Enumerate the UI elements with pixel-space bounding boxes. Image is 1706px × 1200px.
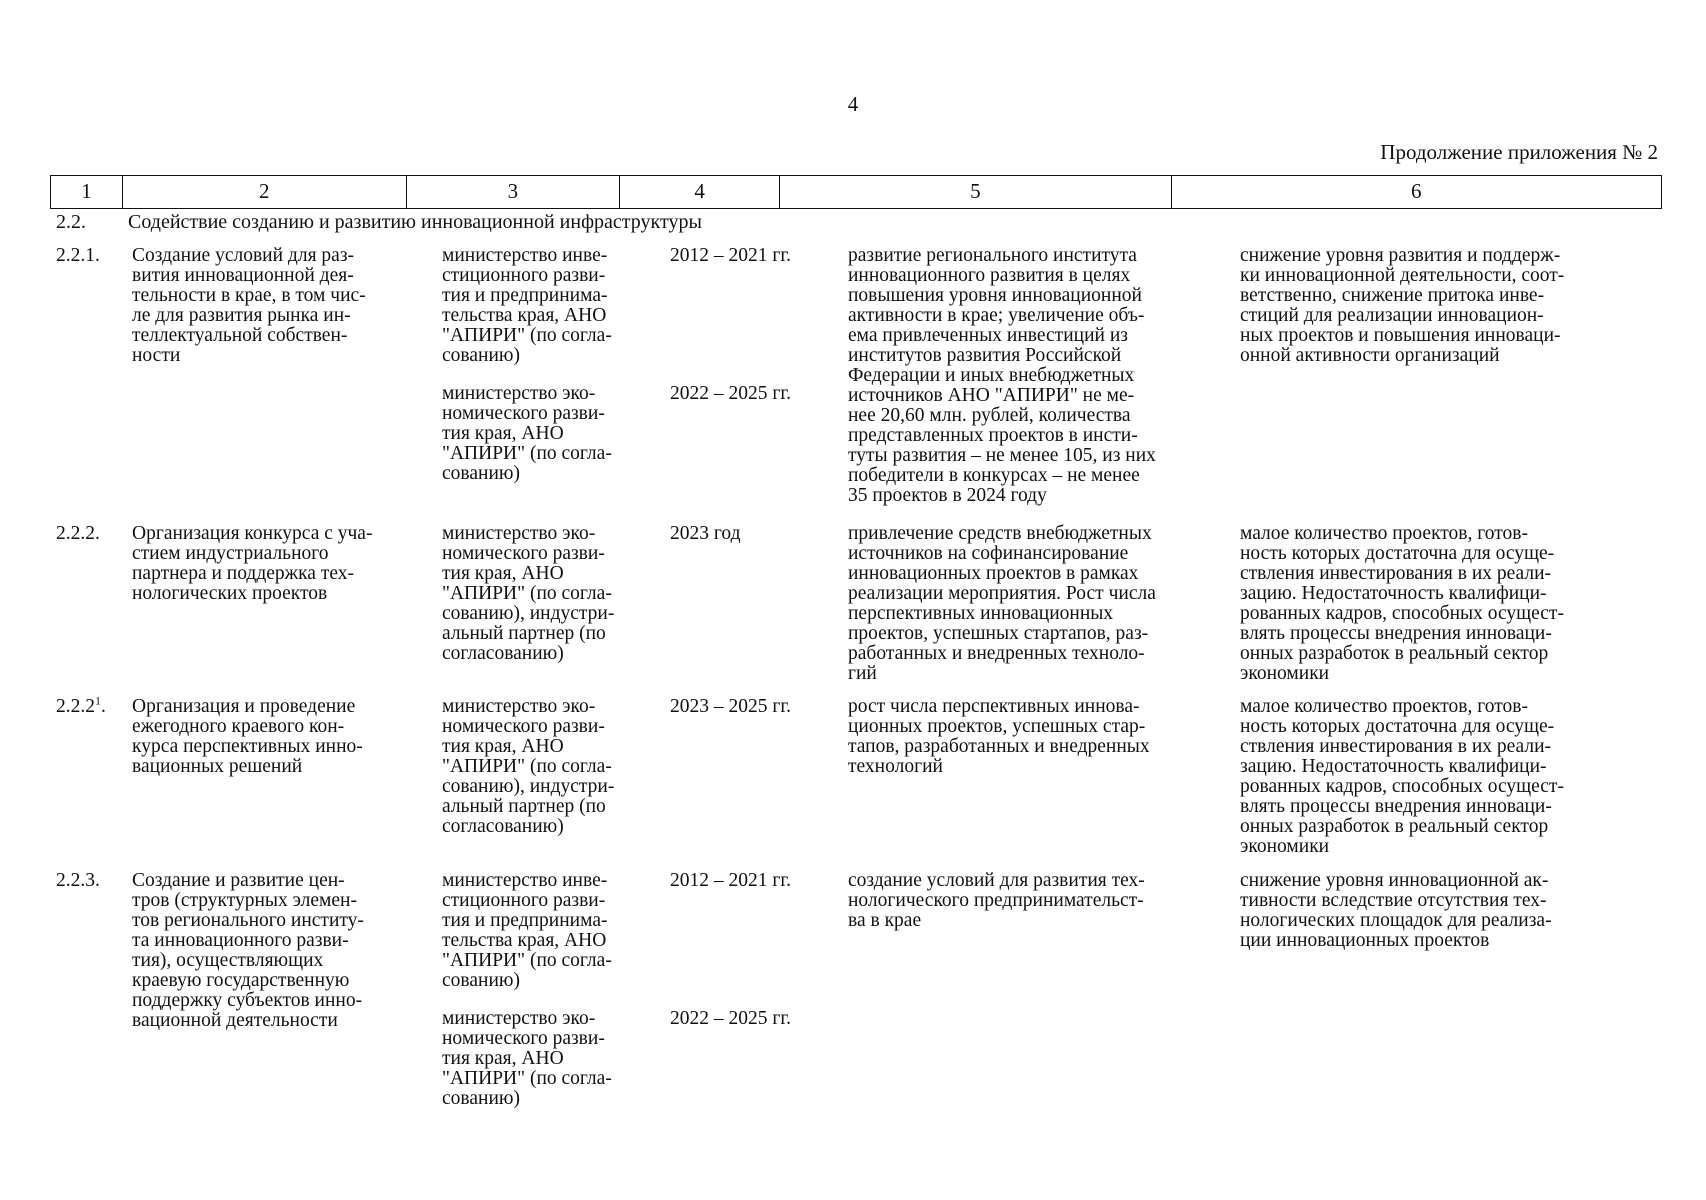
executor-text: министерство инве- стиционного разви- тия и предпринима- тельства края, АНО "АПИРИ" (по согла- сованию)	[442, 870, 612, 991]
section-number: 2.2.	[56, 211, 86, 233]
period-text: 2012 – 2021 гг.	[670, 245, 792, 266]
period-text: 2012 – 2021 гг.	[670, 870, 792, 891]
activity-title: Создание условий для раз- вития инновационной дея- тельности в крае, в том чис- ле для развития рынка ин- теллектуальной собствен- ности	[132, 245, 366, 366]
activity-title: Создание и развитие цен- тров (структурных элемен- тов регионального институ- та инновационного разви- тия), осуществляющих краевую государственную поддержку субъектов инно- вационной деятельности	[132, 870, 364, 1031]
period-text: 2022 – 2025 гг.	[670, 1008, 792, 1029]
appendix-continuation-note: Продолжение приложения № 2	[1380, 140, 1658, 164]
period-text: 2023 – 2025 гг.	[670, 696, 792, 717]
executor-text: министерство эко- номического разви- тия края, АНО "АПИРИ" (по согла- сованию), индустри- альный партнер (по согласованию)	[442, 523, 615, 664]
header-col-1: 1	[51, 176, 123, 208]
header-col-5: 5	[780, 176, 1172, 208]
row-number: 2.2.1.	[56, 245, 100, 266]
section-heading	[56, 210, 702, 234]
non-implementation-consequence: снижение уровня развития и поддерж- ки инновационной деятельности, соот- ветственно, снижение притока инве- стиций для реализации инновацион- ных проектов и повышения инноваци- онной активности организаций	[1240, 245, 1565, 366]
executor-text: министерство эко- номического разви- тия края, АНО "АПИРИ" (по согла- сованию), индустри- альный партнер (по согласованию)	[442, 696, 615, 837]
expected-result: развитие регионального института инновационного развития в целях повышения уровня инновационной активности в крае; увеличение объ- ема привлеченных инвестиций из институтов развития Российской Федерации и иных внебюджетных источников АНО "АПИРИ" не ме- нее 20,60 млн. рублей, количества представленных проектов в инсти- туты развития – не менее 105, из них победители в конкурсах – не менее 35 проектов в 2024 году	[848, 245, 1156, 506]
section-title: Содействие созданию и развитию инновационной инфраструктуры	[128, 211, 702, 233]
row-number	[56, 693, 128, 717]
row-number: 2.2.2.	[56, 523, 100, 544]
header-col-2: 2	[123, 176, 407, 208]
header-col-3: 3	[407, 176, 621, 208]
table-header-row	[50, 175, 1662, 209]
header-col-6: 6	[1411, 179, 1422, 203]
non-implementation-consequence: малое количество проектов, готов- ность которых достаточна для осуще- ствления инвестирования в их реали- зацию. Недостаточность квалифици- рованных кадров, способных осущест- влять процессы внедрения инноваци- онных разработок в реальный сектор экономики	[1240, 523, 1564, 684]
expected-result: рост числа перспективных иннова- ционных проектов, успешных стар- тапов, разработанных и внедренных технологий	[848, 696, 1150, 777]
non-implementation-consequence: снижение уровня инновационной ак- тивности вследствие отсутствия тех- нологических площадок для реализа- ции инновационных проектов	[1240, 870, 1552, 951]
period-text: 2023 год	[670, 523, 741, 544]
row-number-base: 2.2.2	[56, 696, 95, 717]
executor-text: министерство инве- стиционного разви- тия и предпринима- тельства края, АНО "АПИРИ" (по согла- сованию)	[442, 245, 612, 366]
executor-text: министерство эко- номического разви- тия края, АНО "АПИРИ" (по согла- сованию)	[442, 1008, 612, 1109]
row-number: 2.2.3.	[56, 870, 100, 891]
period-text: 2022 – 2025 гг.	[670, 383, 792, 404]
activity-title: Организация конкурса с уча- стием индустриального партнера и поддержка тех- нологических проектов	[132, 523, 373, 604]
expected-result: создание условий для развития тех- нологического предпринимательст- ва в крае	[848, 870, 1145, 931]
executor-text: министерство эко- номического разви- тия края, АНО "АПИРИ" (по согла- сованию)	[442, 383, 612, 484]
row-number-superscript: 1	[95, 693, 101, 708]
activity-title: Организация и проведение ежегодного краевого кон- курса перспективных инно- вационных решений	[132, 696, 363, 777]
non-implementation-consequence: малое количество проектов, готов- ность которых достаточна для осуще- ствления инвестирования в их реали- зацию. Недостаточность квалифици- рованных кадров, способных осущест- влять процессы внедрения инноваци- онных разработок в реальный сектор экономики	[1240, 696, 1564, 857]
row-number-suffix: .	[101, 696, 106, 717]
page-number: 4	[847, 92, 859, 116]
expected-result: привлечение средств внебюджетных источников на софинансирование инновационных проектов в рамках реализации мероприятия. Рост числа перспективных инновационных проектов, успешных стартапов, раз- работанных и внедренных техноло- гий	[848, 523, 1156, 684]
header-col-4: 4	[620, 176, 780, 208]
